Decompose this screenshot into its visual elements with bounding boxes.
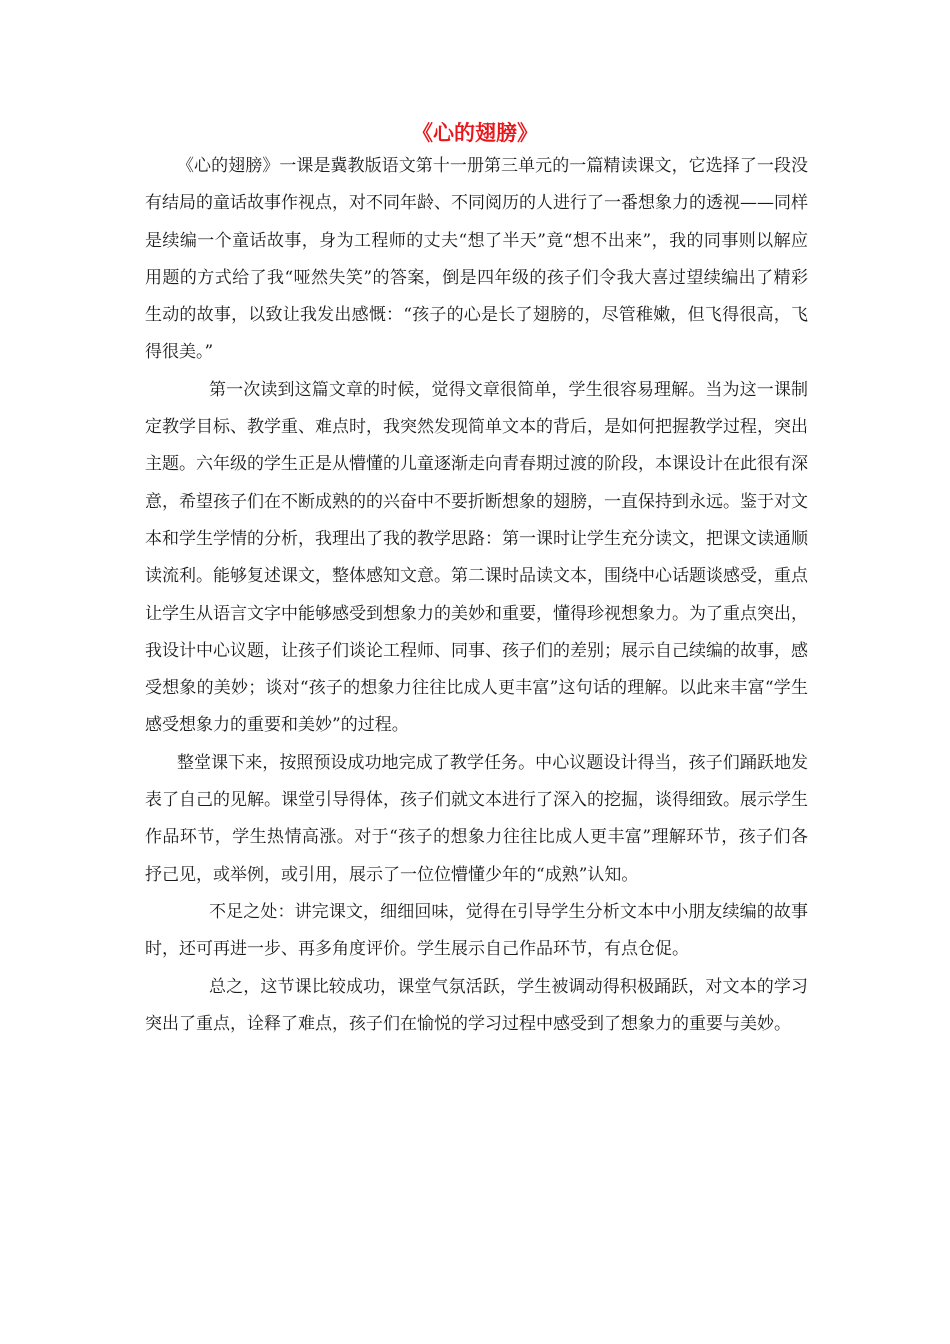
- document-body: [145, 148, 808, 1043]
- paragraph-lesson-outcome: 整堂课下来，按照预设成功地完成了教学任务。中心议题设计得当，孩子们踊跃地发表了自己的见解。课堂引导得体，孩子们就文本进行了深入的挖掘，谈得细致。展示学生作品环节，学生热情高涨。对于“孩子的想象力往往比成人更丰富”理解环节，孩子们各抒己见，或举例，或引用，展示了一位位懵懂少年的“成熟”认知。: [145, 752, 808, 885]
- paragraph-intro: 《心的翅膀》一课是冀教版语文第十一册第三单元的一篇精读课文，它选择了一段没有结局的童话故事作视点，对不同年龄、不同阅历的人进行了一番想象力的透视——同样是续编一个童话故事，身为工程师的丈夫“想了半天”竟“想不出来”，我的同事则以解应用题的方式给了我“哑然失笑”的答案，倒是四年级的孩子们令我大喜过望续编出了精彩生动的故事，以致让我发出感慨：“孩子的心是长了翅膀的，尽管稚嫩，但飞得很高，飞得很美。”: [145, 156, 808, 363]
- paragraph-shortcomings: 不足之处：讲完课文，细细回味，觉得在引导学生分析文本中小朋友续编的故事时，还可再进一步、再多角度评价。学生展示自己作品环节，有点仓促。: [145, 901, 808, 960]
- paragraph-first-reading: 第一次读到这篇文章的时候，觉得文章很简单，学生很容易理解。当为这一课制定教学目标、教学重、难点时，我突然发现简单文本的背后，是如何把握教学过程，突出主题。六年级的学生正是从懵懂的儿童逐渐走向青春期过渡的阶段，本课设计在此很有深意，希望孩子们在不断成熟的的兴奋中不要折断想象的翅膀，一直保持到永远。鉴于对文本和学生学情的分析，我理出了我的教学思路：第一课时让学生充分读文，把课文读通顺读流利。能够复述课文，整体感知文意。第二课时品读文本，围绕中心话题谈感受，重点让学生从语言文字中能够感受到想象力的美妙和重要，懂得珍视想象力。为了重点突出，我设计中心议题，让孩子们谈论工程师、同事、孩子们的差别；展示自己续编的故事，感受想象的美妙；谈对“孩子的想象力往往比成人更丰富”这句话的理解。以此来丰富“学生感受想象力的重要和美妙”的过程。: [145, 379, 808, 736]
- paragraph-summary: 总之，这节课比较成功，课堂气氛活跃，学生被调动得积极踊跃，对文本的学习突出了重点，诠释了难点，孩子们在愉悦的学习过程中感受到了想象力的重要与美妙。: [145, 976, 808, 1034]
- document-title: 《心的翅膀》: [412, 121, 538, 145]
